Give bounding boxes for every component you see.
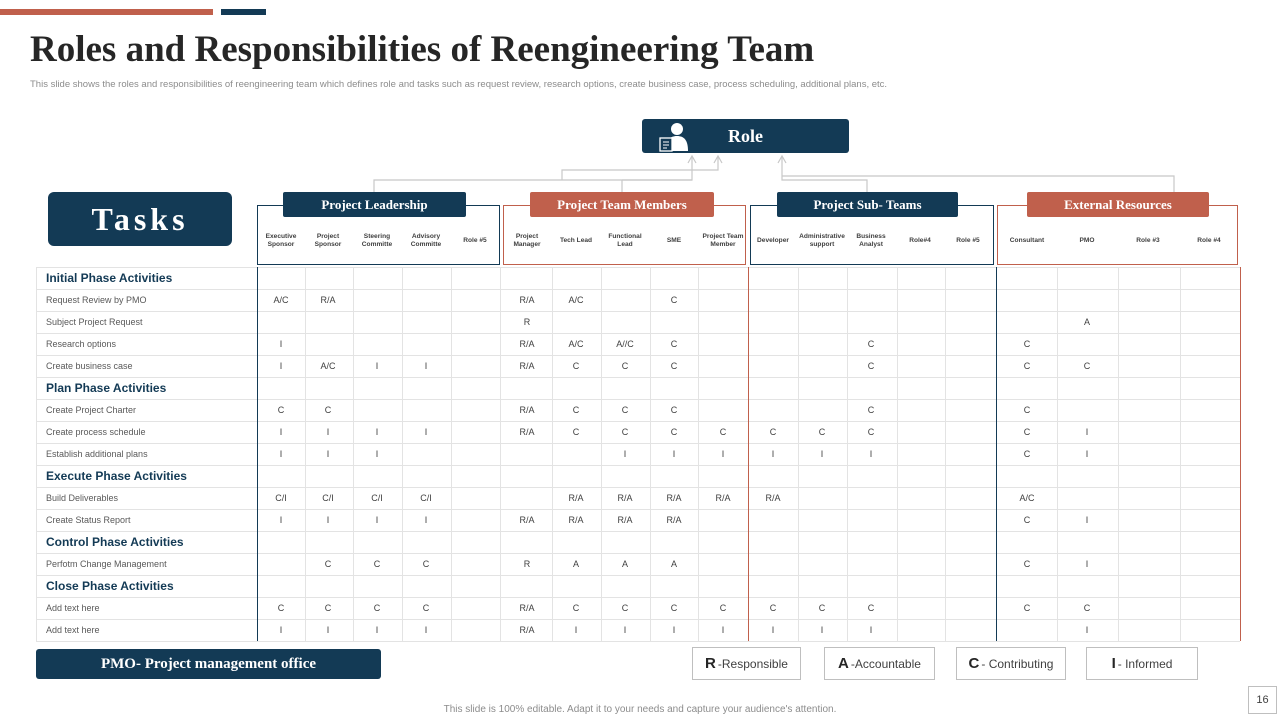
raci-cell: I [721,449,725,459]
role-column-header: Executive Sponsor [265,233,297,248]
raci-cell: R/A [715,493,731,503]
table-row-divider [36,443,1240,444]
table-column-divider [1240,267,1241,641]
table-column-divider [500,267,501,641]
raci-cell: C [621,603,629,613]
legend-responsible [692,647,801,680]
raci-cell: C [670,339,678,349]
table-column-divider [257,267,258,641]
table-column-divider [1180,267,1181,641]
raci-cell: C/I [420,493,432,503]
legend-key: A [838,655,849,672]
table-row-divider [36,553,1240,554]
raci-cell: A/C [1019,493,1035,503]
raci-cell: C [769,427,777,437]
table-row-divider [36,399,1240,400]
table-column-divider [402,267,403,641]
table-column-divider [897,267,898,641]
raci-cell: I [279,625,283,635]
task-label: Request Review by PMO [46,295,147,305]
raci-cell: A [1083,317,1090,327]
raci-cell: R/A [666,493,682,503]
raci-cell: R [523,317,531,327]
role-column-header: Role #5 [956,237,980,245]
raci-cell: C/I [371,493,383,503]
table-row-divider [36,597,1240,598]
phase-heading: Plan Phase Activities [46,381,167,395]
role-column-header: PMO [1079,237,1095,245]
task-label: Establish additional plans [46,449,148,459]
raci-cell: C [670,427,678,437]
raci-cell: I [672,449,676,459]
raci-cell: I [1085,449,1089,459]
raci-cell: C [1023,339,1031,349]
role-group-header: Project Team Members [530,192,714,217]
role-column-header: Role#4 [909,237,931,245]
raci-cell: A [621,559,628,569]
raci-cell: C [1023,559,1031,569]
raci-cell: C [1023,603,1031,613]
table-row-divider [36,289,1240,290]
table-column-divider [996,267,997,641]
raci-cell: C [719,427,727,437]
raci-cell: C [621,361,629,371]
raci-cell: I [375,625,379,635]
role-group-header: Project Sub- Teams [777,192,958,217]
legend-informed [1086,647,1198,680]
raci-cell: C [719,603,727,613]
role-group-header: Project Leadership [283,192,466,217]
raci-cell: C [670,295,678,305]
role-column-header: Business Analyst [856,233,886,248]
raci-cell: C/I [275,493,287,503]
raci-cell: A [670,559,677,569]
raci-cell: I [820,449,824,459]
raci-cell: I [672,625,676,635]
raci-cell: C [867,405,875,415]
table-row-divider [36,377,1240,378]
raci-cell: I [1085,559,1089,569]
table-column-divider [698,267,699,641]
table-column-divider [847,267,848,641]
raci-cell: C [670,405,678,415]
raci-cell: R/A [617,515,633,525]
raci-cell: R/A [519,295,535,305]
raci-cell: C [1023,427,1031,437]
table-row-divider [36,311,1240,312]
role-column-header: Administrative support [799,233,845,248]
raci-cell: R/A [568,493,584,503]
role-column-header: Steering Committe [361,233,393,248]
raci-cell: C [867,361,875,371]
raci-cell: R/A [765,493,781,503]
table-row-divider [36,465,1240,466]
table-column-divider [1057,267,1058,641]
table-column-divider [601,267,602,641]
role-column-header: Tech Lead [559,237,593,245]
raci-cell: R/A [519,515,535,525]
raci-cell: C [1083,603,1091,613]
role-label: Role [728,126,763,146]
raci-cell: C [422,603,430,613]
raci-cell: C [867,427,875,437]
raci-cell: I [1085,515,1089,525]
raci-cell: I [326,449,330,459]
table-row-divider [36,619,1240,620]
table-row-divider [36,487,1240,488]
raci-cell: I [326,427,330,437]
raci-cell: I [375,515,379,525]
raci-cell: A/C [568,295,584,305]
legend-text: -Accountable [850,656,921,671]
raci-cell: C [769,603,777,613]
task-label: Build Deliverables [46,493,119,503]
role-column-header: Developer [757,237,789,245]
raci-cell: C [1023,361,1031,371]
task-label: Create business case [46,361,133,371]
raci-cell: C [1083,361,1091,371]
role-column-header: Project Sponsor [314,233,342,248]
role-column-header: Project Team Member [702,233,744,248]
raci-cell: C [373,603,381,613]
role-column-header: Advisory Committe [410,233,442,248]
raci-cell: C [818,427,826,437]
legend-key: C [968,655,980,672]
role-column-header: Project Manager [513,233,541,248]
pmo-note: PMO- Project management office [36,649,381,679]
raci-cell: C [867,603,875,613]
legend-contributing [956,647,1066,680]
table-row-divider [36,421,1240,422]
raci-cell: C [572,427,580,437]
footer-note: This slide is 100% editable. Adapt it to your needs and capture your audience's attention. [443,704,837,715]
raci-cell: I [375,361,379,371]
raci-cell: R/A [519,405,535,415]
phase-heading: Execute Phase Activities [46,469,187,483]
task-label: Add text here [46,625,100,635]
raci-cell: C [572,361,580,371]
table-column-divider [650,267,651,641]
role-column-header: Role #3 [1136,237,1160,245]
raci-cell: A//C [616,339,634,349]
raci-cell: I [279,449,283,459]
role-column-header: Functional Lead [608,233,642,248]
raci-cell: I [279,515,283,525]
task-label: Research options [46,339,117,349]
raci-cell: I [424,515,428,525]
raci-cell: R/A [519,427,535,437]
table-row-divider [36,267,1240,268]
table-column-divider [552,267,553,641]
role-column-header: Role #4 [1197,237,1221,245]
raci-cell: I [375,449,379,459]
raci-cell: I [375,427,379,437]
legend-text: - Contributing [981,656,1054,671]
role-column-header: Consultant [1009,237,1045,245]
task-label: Create Status Report [46,515,131,525]
table-column-divider [798,267,799,641]
raci-cell: C [621,405,629,415]
raci-cell: I [279,361,283,371]
task-label: Create process schedule [46,427,146,437]
raci-cell: I [279,427,283,437]
table-row-divider [36,333,1240,334]
table-row-divider [36,509,1240,510]
raci-cell: C [324,559,332,569]
table-column-divider [353,267,354,641]
raci-cell: C [277,603,285,613]
raci-cell: R [523,559,531,569]
legend-key: I [1111,655,1116,672]
raci-cell: C [818,603,826,613]
raci-cell: I [326,515,330,525]
raci-cell: I [869,625,873,635]
raci-cell: C [324,405,332,415]
raci-cell: I [279,339,283,349]
table-row-divider [36,575,1240,576]
raci-cell: A [572,559,579,569]
task-label: Perfotm Change Management [46,559,167,569]
phase-heading: Close Phase Activities [46,579,174,593]
raci-cell: A/C [320,361,336,371]
raci-cell: A/C [568,339,584,349]
raci-cell: I [1085,427,1089,437]
task-label: Add text here [46,603,100,613]
tasks-header: Tasks [48,192,232,246]
legend-key: R [705,655,716,672]
phase-heading: Control Phase Activities [46,535,184,549]
role-column-header: Role #5 [463,237,487,245]
role-group-header: External Resources [1027,192,1209,217]
raci-cell: C [1023,449,1031,459]
raci-cell: R/A [519,625,535,635]
page-number: 16 [1248,686,1277,714]
table-row-divider [36,531,1240,532]
raci-cell: C [277,405,285,415]
raci-cell: R/A [568,515,584,525]
raci-cell: C [373,559,381,569]
raci-cell: A/C [273,295,289,305]
raci-cell: R/A [519,603,535,613]
role-column-header: SME [666,237,682,245]
raci-cell: I [326,625,330,635]
raci-cell: C [572,405,580,415]
raci-cell: C [670,361,678,371]
task-label: Create Project Charter [46,405,137,415]
raci-cell: I [424,625,428,635]
legend-accountable [824,647,935,680]
phase-heading: Initial Phase Activities [46,271,173,285]
raci-cell: I [771,625,775,635]
table-column-divider [451,267,452,641]
table-column-divider [1118,267,1119,641]
slide-subtitle: This slide shows the roles and responsibilities of reengineering team which defines role and tasks such as request review, research options, create business case, process scheduling, additional plans, etc. [30,79,888,90]
table-column-divider [748,267,749,641]
raci-cell: C [621,427,629,437]
raci-cell: I [623,449,627,459]
table-left-border [36,267,37,641]
raci-cell: I [623,625,627,635]
raci-cell: R/A [519,339,535,349]
raci-cell: C [1023,515,1031,525]
raci-cell: I [721,625,725,635]
raci-cell: R/A [320,295,336,305]
raci-cell: I [771,449,775,459]
raci-cell: I [574,625,578,635]
raci-cell: C [867,339,875,349]
raci-cell: R/A [666,515,682,525]
legend-text: - Informed [1117,656,1173,671]
raci-cell: I [424,361,428,371]
table-row-divider [36,355,1240,356]
raci-cell: R/A [617,493,633,503]
task-label: Subject Project Request [46,317,143,327]
raci-cell: C [1023,405,1031,415]
raci-cell: I [1085,625,1089,635]
raci-cell: C [422,559,430,569]
slide-title: Roles and Responsibilities of Reengineering Team [30,29,815,70]
raci-cell: C/I [322,493,334,503]
legend-text: -Responsible [717,656,788,671]
table-row-divider [36,641,1240,642]
raci-cell: R/A [519,361,535,371]
raci-cell: I [869,449,873,459]
raci-cell: C [670,603,678,613]
raci-cell: I [424,427,428,437]
raci-cell: C [572,603,580,613]
table-column-divider [945,267,946,641]
raci-cell: C [324,603,332,613]
raci-cell: I [820,625,824,635]
